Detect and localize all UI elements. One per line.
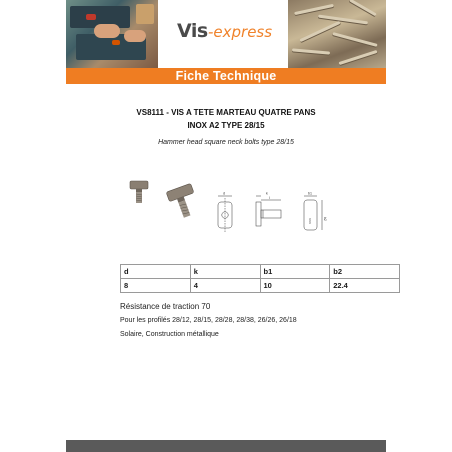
- bolt-photo-left: [130, 181, 148, 203]
- header-banner: [66, 0, 386, 68]
- traction-text: Résistance de traction 70: [120, 302, 211, 311]
- table-cell: 4: [190, 279, 260, 293]
- usage-text: Solaire, Construction métallique: [120, 331, 219, 338]
- product-photo: [126, 175, 206, 223]
- technical-sheet: [66, 0, 386, 452]
- logo-subtext: -express: [208, 23, 273, 41]
- drawing-top-view: [218, 192, 232, 233]
- product-title: VS8111 - VIS A TETE MARTEAU QUATRE PANS: [136, 108, 316, 117]
- banner-title: Fiche Technique: [175, 69, 277, 83]
- table-header-cell: k: [190, 265, 260, 279]
- table-cell: 22.4: [330, 279, 400, 293]
- drawing-front-view: [304, 192, 327, 231]
- drawing-side-view: [256, 192, 281, 227]
- screws-photo: [288, 0, 386, 68]
- tools-photo: [66, 0, 158, 68]
- label-d: d: [223, 191, 225, 196]
- label-b2: b2: [323, 217, 327, 221]
- technical-drawings: [212, 188, 332, 242]
- table-header-row: [121, 265, 400, 279]
- label-xxx: XXX: [308, 218, 312, 225]
- brand-logo: [158, 0, 288, 68]
- table-cell: 8: [121, 279, 191, 293]
- footer-bar: [66, 440, 386, 452]
- logo-text: Vis: [177, 20, 208, 42]
- table-header-cell: b1: [260, 265, 330, 279]
- bolt-photo-right: [166, 183, 201, 220]
- label-l: l: [269, 196, 270, 200]
- table-header-cell: b2: [330, 265, 400, 279]
- table-cell: 10: [260, 279, 330, 293]
- table-header-cell: d: [121, 265, 191, 279]
- product-title-line2: INOX A2 TYPE 28/15: [187, 121, 265, 130]
- spec-table: [120, 264, 400, 293]
- label-k: k: [266, 191, 268, 196]
- profiles-text: Pour les profilés 28/12, 28/15, 28/28, 28/38, 26/26, 26/18: [120, 317, 297, 324]
- product-subtitle-en: Hammer head square neck bolts type 28/15: [158, 139, 294, 146]
- table-row: [121, 279, 400, 293]
- label-b1: b1: [308, 191, 312, 196]
- title-bar: [66, 68, 386, 84]
